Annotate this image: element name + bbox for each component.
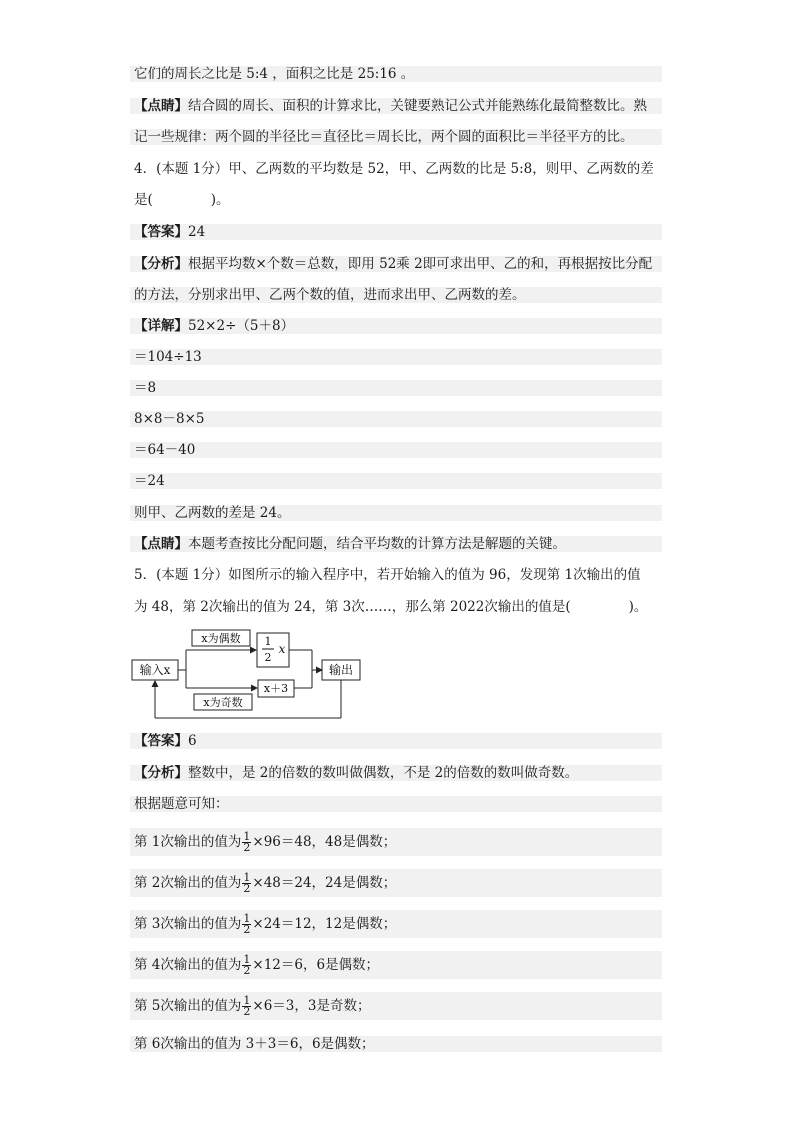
q4-conclusion-line: 则甲、乙两数的差是 24。	[130, 505, 662, 521]
q4-detail-line	[130, 318, 662, 334]
output-step-line	[130, 992, 662, 1020]
insight-text: 结合圆的周长、面积的计算求比，关键要熟记公式并能熟练化最简整数比。熟	[188, 98, 647, 114]
output-step-line: 第 6次输出的值为 3＋3＝6，6是偶数；	[130, 1036, 662, 1052]
step-suffix: ×6＝3，3是奇数；	[252, 998, 371, 1014]
plus-three-label: x＋3	[263, 682, 289, 695]
q3-insight-line	[130, 98, 662, 114]
analysis-tag: 【分析】	[134, 765, 188, 781]
fraction-one-half: $\frac{1}{2}$	[243, 830, 251, 854]
q5-context-line: 根据题意可知：	[130, 796, 662, 812]
q4-blank-open: 是(	[134, 192, 153, 208]
output-label: 输出	[328, 663, 354, 677]
q4-answer-line	[130, 224, 662, 240]
calc-step: ＝64－40	[130, 442, 662, 458]
q4-analysis-line-2: 的方法，分别求出甲、乙两个数的值，进而求出甲、乙两数的差。	[130, 287, 662, 303]
insight-text: 本题考查按比分配问题，结合平均数的计算方法是解题的关键。	[188, 536, 566, 552]
answer-tag: 【答案】	[134, 733, 188, 749]
step-prefix: 第 2次输出的值为	[134, 875, 242, 891]
step-prefix: 第 5次输出的值为	[134, 998, 242, 1014]
calc-step: ＝104÷13	[130, 349, 662, 365]
even-label: x为偶数	[201, 632, 241, 645]
insight-tag: 【点睛】	[134, 536, 188, 552]
q4-analysis-line	[130, 256, 662, 272]
q5-blank-open: 为 48，第 2次输出的值为 24，第 3次……，那么第 2022次输出的值是(	[134, 599, 571, 615]
detail-tag: 【详解】	[134, 318, 188, 334]
calc-step: ＝24	[130, 473, 662, 489]
fraction-one-half: $\frac{1}{2}$	[243, 953, 251, 977]
output-step-line	[130, 951, 662, 979]
insight-tag: 【点睛】	[134, 98, 188, 114]
q4-insight-line	[130, 536, 662, 552]
output-step-line	[130, 910, 662, 938]
output-step-line	[130, 869, 662, 897]
ratio-result-line: 它们的周长之比是 5:4 ，面积之比是 25:16 。	[130, 66, 662, 82]
step-suffix: ×24＝12，12是偶数；	[252, 916, 397, 932]
question-4-line: 4．(本题 1分）甲、乙两数的平均数是 52，甲、乙两数的比是 5:8，则甲、乙两数的差	[134, 161, 654, 177]
question-5-blank-line	[130, 599, 662, 615]
question-4-blank-line	[130, 192, 662, 208]
step-suffix: ×96＝48，48是偶数；	[252, 834, 397, 850]
analysis-text: 整数中，是 2的倍数的数叫做偶数，不是 2的倍数的数叫做奇数。	[188, 765, 579, 781]
detail-text: 52×2÷（5＋8）	[188, 318, 295, 334]
q3-insight-line-2: 记一些规律：两个圆的半径比＝直径比＝周长比，两个圆的面积比＝半径平方的比。	[130, 129, 662, 145]
half-denominator: 2	[264, 651, 272, 664]
question-5-line: 5．(本题 1分）如图所示的输入程序中，若开始输入的值为 96，发现第 1次输出的值	[134, 567, 641, 583]
q5-blank-close: )。	[628, 599, 648, 615]
fraction-one-half: $\frac{1}{2}$	[243, 912, 251, 936]
step-suffix: ×12＝6，6是偶数；	[252, 957, 380, 973]
fraction-one-half: $\frac{1}{2}$	[243, 994, 251, 1018]
step-prefix: 第 1次输出的值为	[134, 834, 242, 850]
answer-value: 6	[188, 733, 197, 749]
half-variable: x	[278, 642, 286, 656]
input-label: 输入x	[139, 663, 171, 677]
answer-tag: 【答案】	[134, 224, 188, 240]
fraction-one-half: $\frac{1}{2}$	[243, 871, 251, 895]
analysis-text: 根据平均数×个数＝总数，即用 52乘 2即可求出甲、乙的和，再根据按比分配	[188, 256, 653, 272]
output-step-line	[130, 828, 662, 856]
answer-value: 24	[188, 224, 206, 240]
odd-label: x为奇数	[203, 696, 243, 709]
half-numerator: 1	[264, 635, 272, 648]
program-flow-diagram	[130, 628, 392, 722]
q5-analysis-line	[130, 765, 662, 781]
calc-step: ＝8	[130, 380, 662, 396]
step-prefix: 第 3次输出的值为	[134, 916, 242, 932]
analysis-tag: 【分析】	[134, 256, 188, 272]
q4-blank-close: )。	[210, 192, 230, 208]
step-prefix: 第 4次输出的值为	[134, 957, 242, 973]
step-suffix: ×48＝24，24是偶数；	[252, 875, 397, 891]
calc-step: 8×8－8×5	[130, 411, 662, 427]
q5-answer-line	[130, 733, 662, 749]
